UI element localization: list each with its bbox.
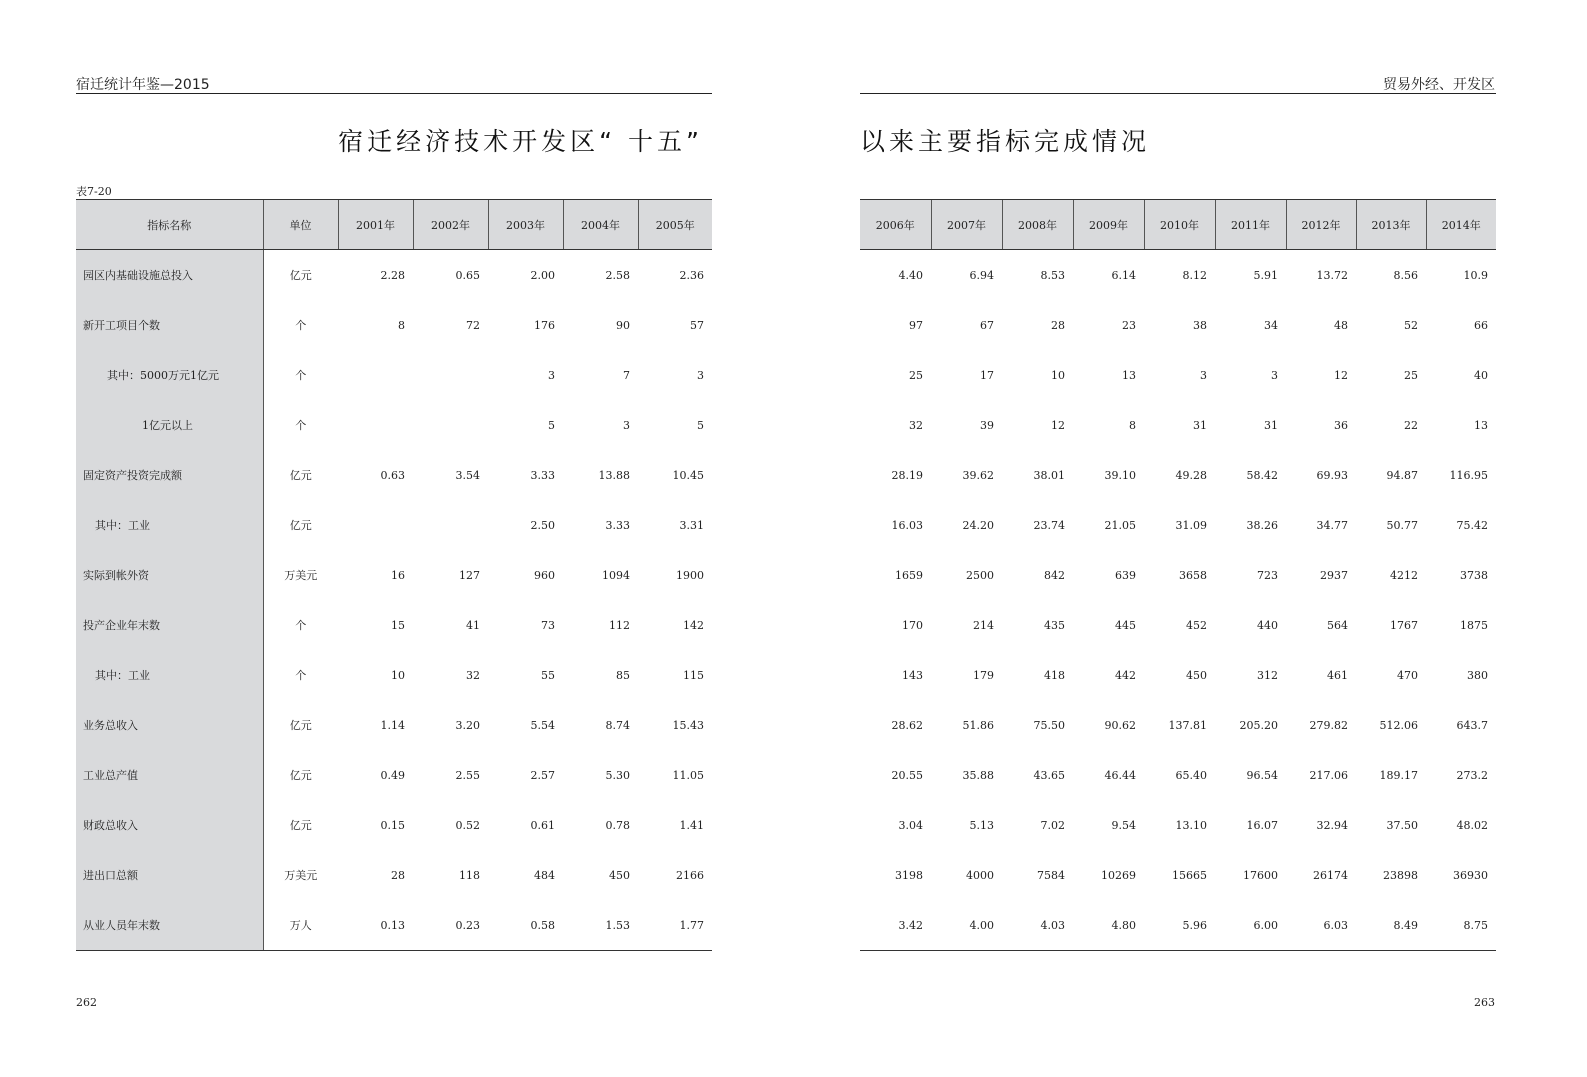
row-name-cell: 1亿元以上 (76, 400, 263, 450)
value-cell: 5.91 (1253, 268, 1278, 282)
value-cell: 13.72 (1316, 268, 1348, 282)
value-cell: 0.52 (455, 818, 480, 832)
value-cell: 38.26 (1246, 518, 1278, 532)
value-cell: 189.17 (1379, 768, 1418, 782)
value-cell: 1.53 (563, 900, 638, 951)
value-cell: 38 (1193, 318, 1207, 332)
value-cell: 179 (973, 668, 994, 682)
value-cell: 112 (609, 618, 630, 632)
value-cell: 5.96 (1144, 900, 1215, 951)
value-cell: 72 (466, 318, 480, 332)
col-header-year: 2008年 (1002, 200, 1073, 250)
value-cell: 445 (1115, 618, 1136, 632)
table-row (860, 700, 1496, 750)
value-cell: 52 (1404, 318, 1418, 332)
value-cell: 36930 (1453, 868, 1488, 882)
value-cell: 22 (1404, 418, 1418, 432)
value-cell: 75.42 (1456, 518, 1488, 532)
value-cell: 21.05 (1104, 518, 1136, 532)
table-row (860, 900, 1496, 951)
value-cell: 10.45 (672, 468, 704, 482)
value-cell: 484 (534, 868, 555, 882)
value-cell: 5.13 (969, 818, 994, 832)
value-cell: 1.14 (380, 718, 405, 732)
value-cell: 1659 (895, 568, 923, 582)
value-cell: 312 (1257, 668, 1278, 682)
table-row (76, 900, 712, 951)
value-cell: 13.88 (598, 468, 630, 482)
value-cell: 0.61 (530, 818, 555, 832)
value-cell: 17 (980, 368, 994, 382)
row-unit-cell: 亿元 (289, 819, 312, 832)
value-cell: 170 (902, 618, 923, 632)
col-header-name: 指标名称 (76, 200, 263, 250)
row-name-cell: 其中：工业 (76, 650, 263, 700)
value-cell: 50.77 (1386, 518, 1418, 532)
table-row (860, 550, 1496, 600)
value-cell: 3 (623, 418, 630, 432)
value-cell: 6.94 (969, 268, 994, 282)
value-cell: 41 (466, 618, 480, 632)
value-cell: 0.49 (380, 768, 405, 782)
value-cell: 960 (534, 568, 555, 582)
value-cell: 2.36 (679, 268, 704, 282)
row-unit-cell: 万人 (263, 900, 338, 951)
table-row (76, 450, 712, 500)
row-unit-cell: 个 (295, 419, 307, 432)
value-cell: 0.15 (380, 818, 405, 832)
value-cell: 127 (459, 568, 480, 582)
value-cell: 65.40 (1175, 768, 1207, 782)
value-cell: 10.9 (1463, 268, 1488, 282)
value-cell: 4212 (1390, 568, 1418, 582)
value-cell: 643.7 (1456, 718, 1488, 732)
page-number-right: 263 (1474, 996, 1495, 1009)
value-cell: 214 (973, 618, 994, 632)
value-cell: 1767 (1390, 618, 1418, 632)
col-header-year: 2002年 (413, 200, 488, 250)
data-table-left (76, 199, 712, 951)
value-cell: 8.12 (1182, 268, 1207, 282)
value-cell: 2.57 (530, 768, 555, 782)
page-title-right: 以来主要指标完成情况 (860, 127, 1151, 156)
value-cell: 176 (534, 318, 555, 332)
value-cell: 273.2 (1456, 768, 1488, 782)
value-cell: 435 (1044, 618, 1065, 632)
value-cell: 143 (902, 668, 923, 682)
value-cell: 39 (980, 418, 994, 432)
right-page (793, 0, 1587, 1077)
value-cell: 0.63 (380, 468, 405, 482)
value-cell: 2.55 (455, 768, 480, 782)
value-cell: 49.28 (1175, 468, 1207, 482)
value-cell: 380 (1467, 668, 1488, 682)
value-cell: 13.10 (1175, 818, 1207, 832)
table-header-row (860, 200, 1496, 250)
value-cell: 3198 (895, 868, 923, 882)
value-cell: 40 (1474, 368, 1488, 382)
value-cell: 23 (1122, 318, 1136, 332)
value-cell: 1900 (676, 568, 704, 582)
value-cell: 3.54 (455, 468, 480, 482)
table-row (76, 550, 712, 600)
value-cell: 1875 (1460, 618, 1488, 632)
value-cell: 28.62 (891, 718, 923, 732)
value-cell: 13 (1474, 418, 1488, 432)
value-cell: 3.04 (898, 818, 923, 832)
value-cell: 36 (1334, 418, 1348, 432)
row-name-cell: 投产企业年末数 (76, 600, 263, 650)
table-row (76, 250, 712, 301)
col-header-year: 2005年 (638, 200, 712, 250)
value-cell: 4.03 (1002, 900, 1073, 951)
value-cell: 842 (1044, 568, 1065, 582)
value-cell: 48 (1334, 318, 1348, 332)
value-cell: 94.87 (1386, 468, 1418, 482)
value-cell: 6.14 (1111, 268, 1136, 282)
value-cell: 16.03 (891, 518, 923, 532)
col-header-unit: 单位 (263, 200, 338, 250)
table-number: 表7-20 (76, 185, 112, 198)
value-cell: 2.58 (605, 268, 630, 282)
value-cell: 46.44 (1104, 768, 1136, 782)
table-row (860, 850, 1496, 900)
value-cell: 442 (1115, 668, 1136, 682)
table-row (76, 800, 712, 850)
col-header-year: 2007年 (931, 200, 1002, 250)
row-unit-cell: 亿元 (289, 269, 312, 282)
value-cell: 75.50 (1033, 718, 1065, 732)
col-header-year: 2014年 (1426, 200, 1496, 250)
value-cell: 32 (909, 418, 923, 432)
table-row (860, 800, 1496, 850)
value-cell: 3.33 (530, 468, 555, 482)
value-cell: 11.05 (672, 768, 704, 782)
value-cell (338, 400, 413, 450)
value-cell: 10269 (1101, 868, 1136, 882)
table-row (860, 400, 1496, 450)
table-row (76, 400, 712, 450)
row-unit-cell: 个 (295, 669, 307, 682)
value-cell: 25 (909, 368, 923, 382)
value-cell: 31 (1193, 418, 1207, 432)
value-cell: 116.95 (1449, 468, 1488, 482)
value-cell: 205.20 (1239, 718, 1278, 732)
row-unit-cell: 万美元 (284, 569, 318, 582)
value-cell: 8.74 (605, 718, 630, 732)
value-cell (413, 500, 488, 550)
table-row (860, 600, 1496, 650)
row-name-cell: 实际到帐外资 (76, 550, 263, 600)
value-cell: 51.86 (962, 718, 994, 732)
value-cell: 15.43 (672, 718, 704, 732)
table-row (860, 450, 1496, 500)
value-cell: 55 (541, 668, 555, 682)
col-header-year: 2010年 (1144, 200, 1215, 250)
table-row (76, 850, 712, 900)
table-row (76, 600, 712, 650)
value-cell: 32.94 (1316, 818, 1348, 832)
value-cell: 10 (1051, 368, 1065, 382)
value-cell: 3 (1200, 368, 1207, 382)
value-cell: 58.42 (1246, 468, 1278, 482)
value-cell: 90 (616, 318, 630, 332)
value-cell: 57 (690, 318, 704, 332)
table-row (860, 300, 1496, 350)
running-head-right: 贸易外经、开发区 (1383, 77, 1495, 93)
row-unit-cell: 亿元 (289, 769, 312, 782)
col-header-year: 2012年 (1286, 200, 1356, 250)
value-cell (413, 350, 488, 400)
table-row (860, 500, 1496, 550)
value-cell: 43.65 (1033, 768, 1065, 782)
row-name-cell: 从业人员年末数 (76, 900, 263, 951)
value-cell: 3 (548, 368, 555, 382)
value-cell: 279.82 (1309, 718, 1348, 732)
value-cell: 12 (1334, 368, 1348, 382)
value-cell: 10 (391, 668, 405, 682)
value-cell: 3.31 (679, 518, 704, 532)
row-unit-cell: 个 (295, 319, 307, 332)
table-row (76, 750, 712, 800)
value-cell: 38.01 (1033, 468, 1065, 482)
col-header-year: 2003年 (488, 200, 563, 250)
header-rule-right (860, 93, 1496, 94)
table-row (860, 350, 1496, 400)
row-name-cell: 工业总产值 (76, 750, 263, 800)
value-cell: 512.06 (1379, 718, 1418, 732)
table-row (76, 650, 712, 700)
row-unit-cell: 亿元 (289, 519, 312, 532)
value-cell: 0.13 (338, 900, 413, 951)
value-cell: 2500 (966, 568, 994, 582)
value-cell: 4.80 (1073, 900, 1144, 951)
value-cell: 69.93 (1316, 468, 1348, 482)
value-cell: 23.74 (1033, 518, 1065, 532)
col-header-year: 2006年 (860, 200, 931, 250)
row-name-cell: 其中：工业 (76, 500, 263, 550)
value-cell: 35.88 (962, 768, 994, 782)
value-cell: 96.54 (1246, 768, 1278, 782)
row-name-cell: 固定资产投资完成额 (76, 450, 263, 500)
value-cell: 3.20 (455, 718, 480, 732)
value-cell: 85 (616, 668, 630, 682)
value-cell: 25 (1404, 368, 1418, 382)
data-table-right (860, 199, 1496, 951)
value-cell: 2.28 (380, 268, 405, 282)
value-cell: 4.40 (898, 268, 923, 282)
value-cell: 31 (1264, 418, 1278, 432)
row-name-cell: 其中：5000万元1亿元 (76, 350, 263, 400)
value-cell: 7 (623, 368, 630, 382)
value-cell (338, 350, 413, 400)
row-unit-cell: 个 (295, 619, 307, 632)
value-cell: 8 (398, 318, 405, 332)
value-cell: 723 (1257, 568, 1278, 582)
value-cell: 0.78 (605, 818, 630, 832)
value-cell: 564 (1327, 618, 1348, 632)
value-cell: 3 (697, 368, 704, 382)
col-header-year: 2011年 (1215, 200, 1286, 250)
value-cell: 31.09 (1175, 518, 1207, 532)
value-cell: 5.54 (530, 718, 555, 732)
value-cell: 8.56 (1393, 268, 1418, 282)
value-cell: 8.75 (1426, 900, 1496, 951)
value-cell: 450 (1186, 668, 1207, 682)
table-row (76, 700, 712, 750)
row-name-cell: 财政总收入 (76, 800, 263, 850)
row-unit-cell: 个 (295, 369, 307, 382)
value-cell: 142 (683, 618, 704, 632)
col-header-year: 2009年 (1073, 200, 1144, 250)
value-cell: 639 (1115, 568, 1136, 582)
value-cell: 90.62 (1104, 718, 1136, 732)
value-cell: 137.81 (1168, 718, 1207, 732)
value-cell: 2.00 (530, 268, 555, 282)
value-cell: 1.77 (638, 900, 712, 951)
value-cell: 6.03 (1286, 900, 1356, 951)
value-cell: 34.77 (1316, 518, 1348, 532)
value-cell: 16.07 (1246, 818, 1278, 832)
value-cell: 7584 (1037, 868, 1065, 882)
value-cell (338, 500, 413, 550)
value-cell: 39.62 (962, 468, 994, 482)
value-cell: 2166 (676, 868, 704, 882)
header-rule-left (76, 93, 712, 94)
value-cell: 1094 (602, 568, 630, 582)
value-cell: 3 (1271, 368, 1278, 382)
table-row (860, 750, 1496, 800)
col-header-year: 2004年 (563, 200, 638, 250)
value-cell: 28 (391, 868, 405, 882)
value-cell: 12 (1051, 418, 1065, 432)
value-cell (413, 400, 488, 450)
col-header-year: 2013年 (1356, 200, 1426, 250)
value-cell: 37.50 (1386, 818, 1418, 832)
value-cell: 470 (1397, 668, 1418, 682)
page-title-left: 宿迁经济技术开发区“ 十五” (338, 127, 703, 156)
value-cell: 115 (683, 668, 704, 682)
value-cell: 26174 (1313, 868, 1348, 882)
row-name-cell: 园区内基础设施总投入 (76, 250, 263, 301)
page-number-left: 262 (76, 996, 97, 1009)
value-cell: 3.33 (605, 518, 630, 532)
value-cell: 2937 (1320, 568, 1348, 582)
value-cell: 28.19 (891, 468, 923, 482)
col-header-year: 2001年 (338, 200, 413, 250)
value-cell: 9.54 (1111, 818, 1136, 832)
value-cell: 5 (548, 418, 555, 432)
value-cell: 418 (1044, 668, 1065, 682)
row-unit-cell: 亿元 (289, 719, 312, 732)
running-head-left: 宿迁统计年鉴—2015 (76, 77, 210, 93)
value-cell: 452 (1186, 618, 1207, 632)
value-cell: 6.00 (1215, 900, 1286, 951)
value-cell: 0.58 (488, 900, 563, 951)
value-cell: 8.53 (1040, 268, 1065, 282)
table-row (76, 300, 712, 350)
value-cell: 217.06 (1309, 768, 1348, 782)
value-cell: 4.00 (931, 900, 1002, 951)
value-cell: 15 (391, 618, 405, 632)
value-cell: 118 (459, 868, 480, 882)
value-cell: 2.50 (530, 518, 555, 532)
value-cell: 3.42 (860, 900, 931, 951)
row-name-cell: 进出口总额 (76, 850, 263, 900)
value-cell: 7.02 (1040, 818, 1065, 832)
value-cell: 13 (1122, 368, 1136, 382)
value-cell: 66 (1474, 318, 1488, 332)
value-cell: 16 (391, 568, 405, 582)
value-cell: 17600 (1243, 868, 1278, 882)
value-cell: 97 (909, 318, 923, 332)
value-cell: 3658 (1179, 568, 1207, 582)
value-cell: 5.30 (605, 768, 630, 782)
row-name-cell: 业务总收入 (76, 700, 263, 750)
row-name-cell: 新开工项目个数 (76, 300, 263, 350)
value-cell: 32 (466, 668, 480, 682)
table-row (860, 250, 1496, 301)
value-cell: 8.49 (1356, 900, 1426, 951)
table-row (76, 500, 712, 550)
value-cell: 0.23 (413, 900, 488, 951)
value-cell: 440 (1257, 618, 1278, 632)
value-cell: 39.10 (1104, 468, 1136, 482)
value-cell: 461 (1327, 668, 1348, 682)
table-header-row (76, 200, 712, 250)
table-row (860, 650, 1496, 700)
value-cell: 1.41 (679, 818, 704, 832)
value-cell: 28 (1051, 318, 1065, 332)
row-unit-cell: 万美元 (284, 869, 318, 882)
value-cell: 15665 (1172, 868, 1207, 882)
value-cell: 48.02 (1456, 818, 1488, 832)
value-cell: 67 (980, 318, 994, 332)
value-cell: 4000 (966, 868, 994, 882)
value-cell: 24.20 (962, 518, 994, 532)
value-cell: 73 (541, 618, 555, 632)
left-page (0, 0, 793, 1077)
value-cell: 8 (1129, 418, 1136, 432)
value-cell: 20.55 (891, 768, 923, 782)
table-row (76, 350, 712, 400)
row-unit-cell: 亿元 (289, 469, 312, 482)
value-cell: 450 (609, 868, 630, 882)
value-cell: 34 (1264, 318, 1278, 332)
value-cell: 23898 (1383, 868, 1418, 882)
value-cell: 5 (697, 418, 704, 432)
value-cell: 0.65 (455, 268, 480, 282)
value-cell: 3738 (1460, 568, 1488, 582)
